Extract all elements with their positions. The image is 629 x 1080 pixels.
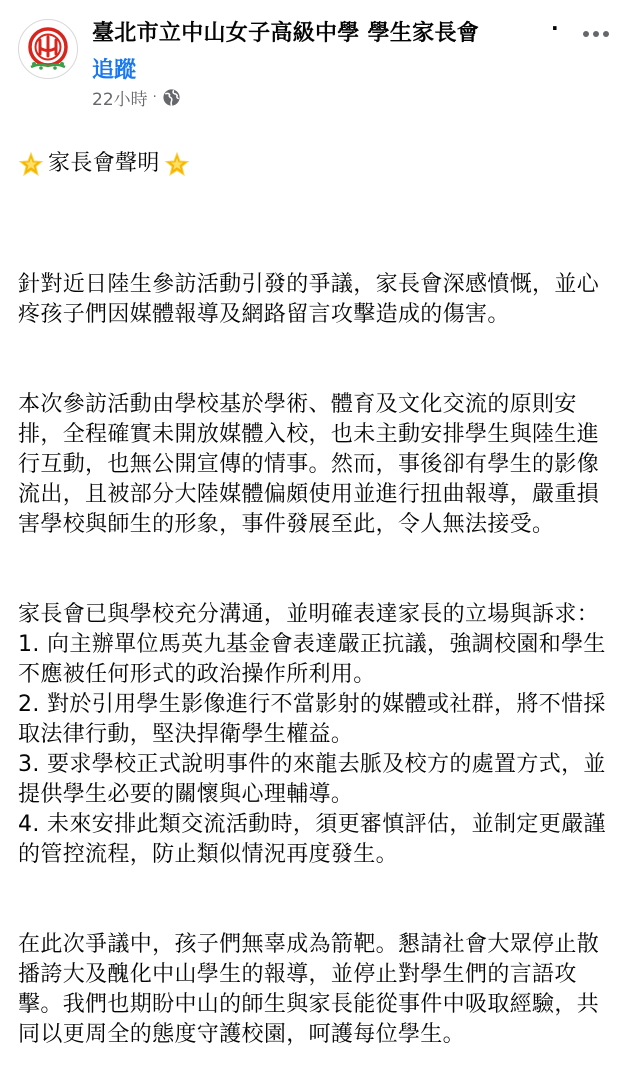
glowing-star-icon: [18, 151, 44, 177]
post-paragraph: 家長會已與學校充分溝通，並明確表達家長的立場與訴求： 1. 向主辦單位馬英九基金會表達嚴正抗議，強調校園和學生不應被任何形式的政治操作所利用。 2. 對於引用學生影像進行不當影射的媒體或社群，將不惜採取法律行動，堅決捍衛學生權益。 3. 要求學校正式說明事件的來龍去脈及校方的處置方式，並提供學生必要的關懷與心理輔導。 4. 未來安排此類交流活動時，須更審慎評估，並制定更嚴謹的管控流程，防止類似情況再度發生。: [18, 602, 606, 867]
school-logo-icon: [19, 20, 77, 78]
post-body: [18, 118, 613, 1080]
post-header: [0, 0, 629, 110]
post-paragraph: 本次參訪活動由學校基於學術、體育及文化交流的原則安排，全程確實未開放媒體入校，也未主動安排學生與陸生進行互動，也無公開宣傳的情事。然而，事後卻有學生的影像流出，且被部分大陸媒體偏頗使用並進行扭曲報導，嚴重損害學校與師生的形象，事件發展至此，令人無法接受。: [18, 392, 600, 537]
name-separator: ·: [551, 16, 559, 40]
glowing-star-icon: [164, 151, 190, 177]
follow-button[interactable]: 追蹤: [92, 58, 137, 83]
more-options-icon[interactable]: [580, 28, 612, 40]
post-meta: [92, 87, 181, 110]
page-avatar[interactable]: [18, 19, 78, 79]
post-paragraph: 在此次爭議中，孩子們無辜成為箭靶。懇請社會大眾停止散播誇大及醜化中山學生的報導，並停止對學生們的言語攻擊。我們也期盼中山的師生與家長能從事件中吸取經驗，共同以更周全的態度守護校園，呵護每位學生。: [18, 932, 600, 1047]
post-paragraph: 針對近日陸生參訪活動引發的爭議，家長會深感憤慨，並心疼孩子們因媒體報導及網路留言攻擊造成的傷害。: [18, 272, 600, 327]
post-headline: [18, 148, 613, 180]
page-name-link[interactable]: 臺北市立中山女子高級中學 學生家長會: [92, 21, 480, 46]
post-timestamp[interactable]: 22小時: [92, 89, 148, 110]
globe-icon[interactable]: [162, 88, 181, 107]
post-headline-text: 家長會聲明: [48, 151, 160, 176]
meta-separator: ·: [152, 89, 157, 105]
